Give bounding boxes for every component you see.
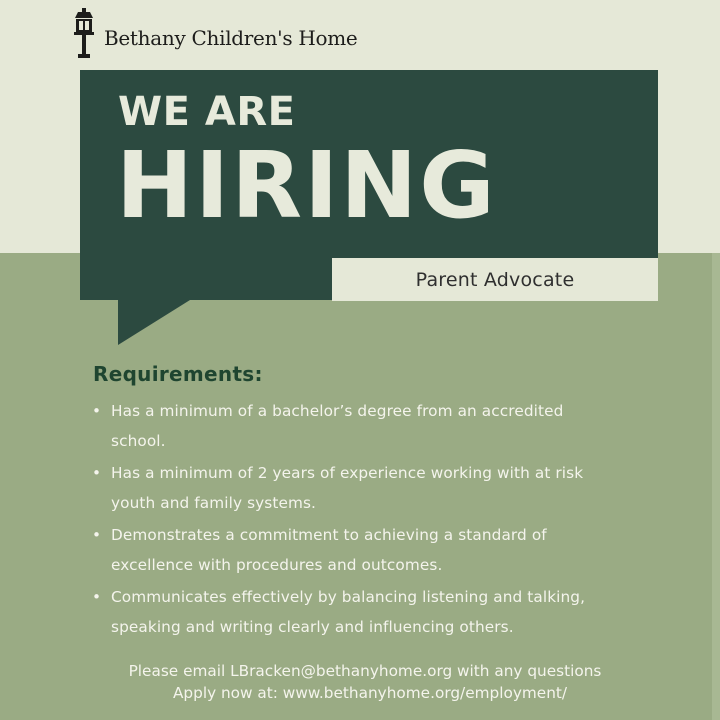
requirement-text-line2: school. (111, 432, 166, 450)
requirement-text-line1: Has a minimum of a bachelor’s degree from an accredited (111, 402, 564, 420)
bullet-icon: • (92, 526, 102, 544)
bullet-icon: • (92, 402, 102, 420)
requirement-text-line2: excellence with procedures and outcomes. (111, 556, 443, 574)
requirement-item (92, 396, 672, 456)
bullet-icon: • (92, 588, 102, 606)
requirements-heading: Requirements: (93, 362, 263, 386)
contact-email-line: Please email LBracken@bethanyhome.org with any questions (128, 662, 602, 680)
position-title: Parent Advocate (415, 268, 575, 291)
requirement-item (92, 458, 672, 518)
requirement-text-line1: Communicates effectively by balancing listening and talking, (111, 588, 586, 606)
apply-link-line: Apply now at: www.bethanyhome.org/employment/ (172, 684, 568, 702)
headline-we-are: WE ARE (118, 89, 296, 135)
requirement-text-line1: Demonstrates a commitment to achieving a standard of (111, 526, 547, 544)
contact-section (0, 660, 720, 704)
requirements-list (92, 396, 672, 644)
headline-hiring: HIRING (116, 132, 497, 239)
position-box (332, 258, 658, 301)
requirement-text-line1: Has a minimum of 2 years of experience working with at risk (111, 464, 584, 482)
requirement-text-line2: speaking and writing clearly and influencing others. (111, 618, 514, 636)
requirement-item (92, 520, 672, 580)
requirement-text-line2: youth and family systems. (111, 494, 317, 512)
requirement-item (92, 582, 672, 642)
brand-name: Bethany Children's Home (104, 26, 358, 50)
bullet-icon: • (92, 464, 102, 482)
